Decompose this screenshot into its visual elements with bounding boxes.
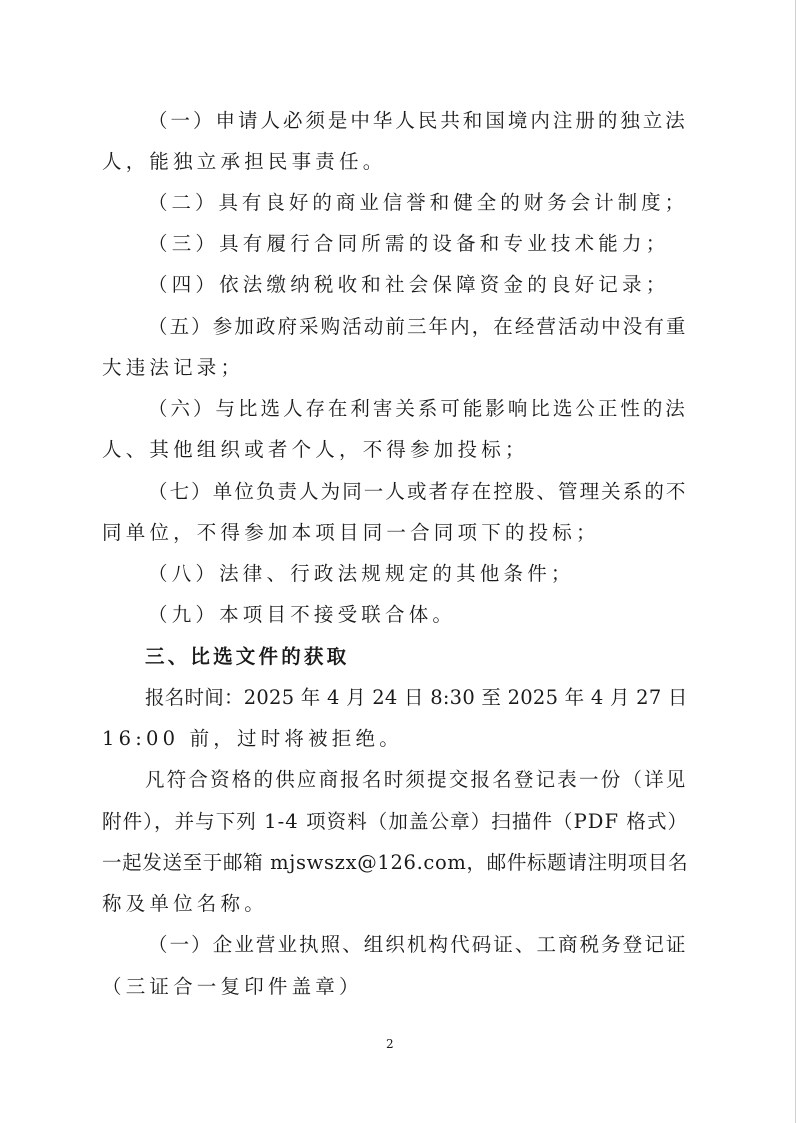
text-line: （一）申请人必须是中华人民共和国境内注册的独立法 [148,109,688,132]
text-line: （二）具有良好的商业信誉和健全的财务会计制度； [148,191,689,214]
text-line: 同单位，不得参加本项目同一合同项下的投标； [102,521,600,544]
text-line: （三）具有履行合同所需的设备和专业技术能力； [148,232,670,255]
text-line: 称及单位名称。 [102,892,268,915]
text-line: 凡符合资格的供应商报名时须提交报名登记表一份（详见 [145,768,688,791]
text-line: 一起发送至于邮箱 mjswszx@126.com，邮件标题请注明项目名 [102,851,689,874]
text-line: 人、其他组织或者个人，不得参加投标； [102,438,529,461]
page-number: 2 [386,1037,394,1051]
text-line: （一）企业营业执照、组织机构代码证、工商税务登记证 [148,933,688,956]
text-line: 人，能独立承担民事责任。 [102,150,387,173]
text-line: （六）与比选人存在利害关系可能影响比选公正性的法 [148,397,688,420]
text-line: 16:00 前，过时将被拒绝。 [102,727,403,750]
text-line: （九）本项目不接受联合体。 [148,603,457,626]
text-line: （八）法律、行政法规规定的其他条件； [148,562,575,585]
text-line: （五）参加政府采购活动前三年内，在经营活动中没有重 [148,315,688,338]
text-line: 报名时间：2025 年 4 月 24 日 8:30 至 2025 年 4 月 27 日 [145,686,688,709]
text-line: （七）单位负责人为同一人或者存在控股、管理关系的不 [148,480,688,503]
text-line: 附件），并与下列 1-4 项资料（加盖公章）扫描件（PDF 格式） [102,810,689,833]
section-heading: 三、比选文件的获取 [145,645,350,668]
text-line: （四）依法缴纳税收和社会保障资金的良好记录； [148,273,670,296]
text-line: 大违法记录； [102,356,245,379]
text-line: （三证合一复印件盖章） [102,975,363,998]
